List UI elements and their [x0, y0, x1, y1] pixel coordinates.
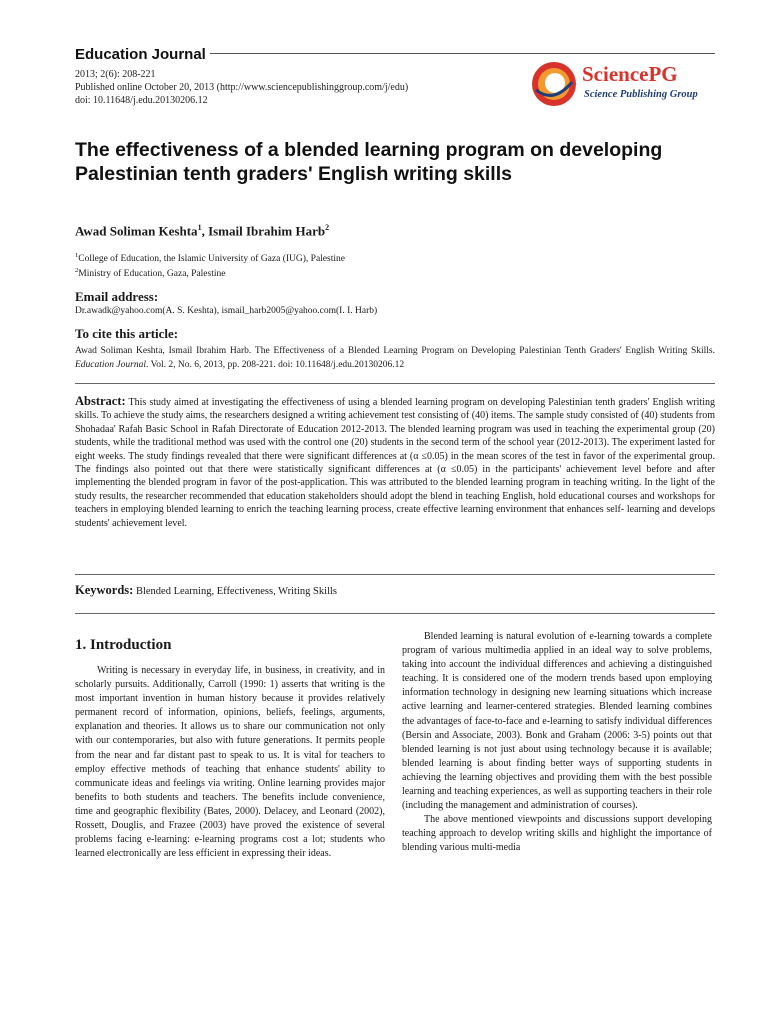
cite-text: [75, 344, 715, 372]
introduction-heading: 1. Introduction: [75, 637, 172, 653]
logo-subtitle: Science Publishing Group: [584, 89, 698, 100]
divider-middle: [75, 574, 715, 575]
cite-journal: Education Journal: [75, 360, 146, 370]
divider-bottom: [75, 613, 715, 614]
divider-top: [75, 383, 715, 384]
email-text: Dr.awadk@yahoo.com(A. S. Keshta), ismail_harb2005@yahoo.com(I. I. Harb): [75, 306, 378, 316]
keywords-text: Blended Learning, Effectiveness, Writing Skills: [135, 586, 337, 597]
affiliation-1-text: College of Education, the Islamic University of Gaza (IUG), Palestine: [78, 254, 345, 265]
abstract-label: Abstract:: [75, 394, 126, 408]
keywords: [75, 583, 337, 598]
cite-heading: To cite this article:: [75, 326, 179, 341]
author-1: Awad Soliman Keshta: [75, 223, 198, 239]
article-title: The effectiveness of a blended learning program on developing Palestinian tenth graders' English writing skills: [75, 139, 663, 185]
author-2-sup: 2: [325, 223, 330, 232]
author-line: [75, 223, 329, 239]
affiliation-1-sup: 1: [75, 252, 79, 259]
abstract-text: This study aimed at investigating the effectiveness of using a blended learning program on developing Palestinian tenth graders' English writing skills. To achieve the study aims, the researchers designed a writing achievement test consisting of (40) items. The sample study consisted of (40) students from Shohadaa' Rafah Basic School in Rafah Directorate of Education 2012-2013. The blended learning program was used in teaching the experimental group (20) students, while the traditional method was used with the control one (20) students in the second term of the school year (2012-2013). The experiment lasted for eight weeks. The study findings revealed that there were significant differences at (α ≤0.05) in the mean scores of the test in favor of the experimental group. The findings also pointed out that there were statistically significant differences at (α ≤0.05) in the participants' achievement level before and after implementing the blended program in favor of the post-application. This was attributed to the blended learning program in teaching writing. In the light of the study results, the researcher recommended that education stakeholders should adopt the blend in teaching English, hold educational courses and workshops for teachers in employing blended learning to enrich the teaching learning process, create effective learning environment that enhances self- learning and develops students' achievement level.: [75, 397, 715, 529]
author-1-sup: 1: [197, 223, 202, 232]
cite-text-before: Awad Soliman Keshta, Ismail Ibrahim Harb. The Effectiveness of a Blended Learning Program on Developing Palestinian Tenth Graders' English Writing Skills.: [75, 346, 715, 356]
keywords-label: Keywords:: [75, 583, 134, 597]
abstract: [75, 395, 715, 530]
logo-name: SciencePG: [582, 62, 678, 86]
affiliation-1: [75, 252, 345, 264]
left-column: [75, 664, 385, 861]
sciencepg-logo-icon: [530, 60, 578, 108]
cite-text-after: . Vol. 2, No. 6, 2013, pp. 208-221. doi: 10.11648/j.edu.20130206.12: [145, 360, 405, 370]
affiliation-2: [75, 267, 225, 279]
intro-paragraph-1: Writing is necessary in everyday life, in business, in creativity, and in scholarly pursuits. Additionally, Carroll (1990: 1) asserts that writing is the most important invention in human history because it provides relatively permanent record of information, opinions, beliefs, feelings, arguments, explanation and theories. It allows us to share our communication not only with our contemporaries, but also with future generations. It permits people from the near and far distant past to speak to us. It is vital for teachers to employ effective methods of teaching that enhance students' ability to communicate ideas and feelings via writing. Online learning provides major benefits to both students and teachers. The benefits include convenience, time and geographic flexibility (Bates, 2000). Delacey, and Leonard (2002), Rossett, Douglis, and Frazee (2003) have proved the existence of several problems facing e-learning: e-learning programs cost a lot; students who learned electronically are less efficient in expressing their ideas.: [75, 665, 385, 860]
affiliation-2-sup: 2: [75, 267, 79, 274]
intro-paragraph-3: The above mentioned viewpoints and discussions support developing teaching approach to develop writing skills and highlight the importance of blending various multi-media: [402, 814, 712, 854]
header-rule: [210, 53, 715, 54]
affiliation-2-text: Ministry of Education, Gaza, Palestine: [78, 269, 226, 280]
journal-name: Education Journal: [75, 46, 206, 63]
volume-line: 2013; 2(6): 208-221: [75, 69, 156, 80]
author-separator: ,: [201, 223, 209, 239]
doi-line: doi: 10.11648/j.edu.20130206.12: [75, 95, 208, 106]
intro-paragraph-2: Blended learning is natural evolution of e-learning towards a complete program of various multimedia applied in an ideal way to solve problems, taking into account the individual differences and achieving a distinguished teaching. It is considered one of the modern trends based upon employing information technology in designing new learning situations which increase active learning and learner-centered strategies. Blended learning combines the advantages of face-to-face and e-learning to satisfy individual differences (Bersin and Associate, 2003). Bonk and Graham (2006: 3-5) points out that blended learning is not just about using technology because it is available; blended learning is about finding better ways of supporting students in achieving the learning objectives and providing them with the best possible learning and teaching experiences, as well as supporting teachers in their role (including the management and administration of courses).: [402, 631, 712, 812]
email-heading: Email address:: [75, 289, 159, 304]
published-line: Published online October 20, 2013 (http://www.sciencepublishinggroup.com/j/edu): [75, 82, 409, 93]
sciencepg-logo: [530, 60, 720, 110]
author-2: Ismail Ibrahim Harb: [208, 223, 326, 239]
right-column: [402, 630, 712, 856]
